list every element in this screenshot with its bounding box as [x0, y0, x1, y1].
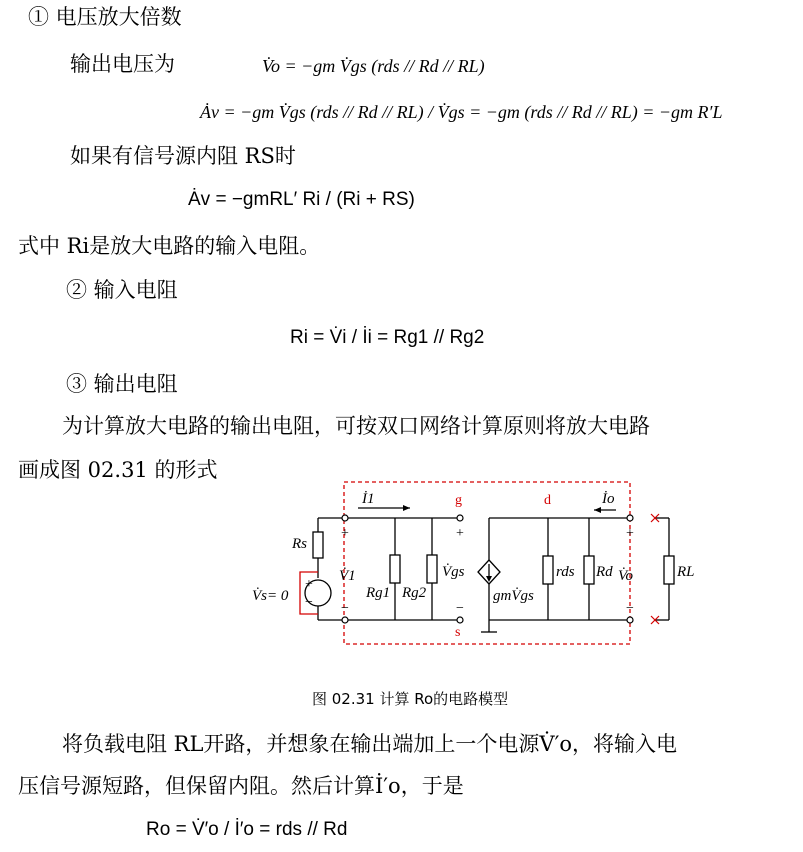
- label-g: g: [455, 493, 462, 508]
- label-io: İo: [602, 491, 615, 507]
- equation-ri: Ri = V̇i / İi = Rg1 // Rg2: [290, 327, 485, 348]
- paragraph-output-resistance-cont: 画成图 02.31 的形式: [18, 458, 218, 482]
- label-rl: RL: [677, 564, 695, 580]
- plus-input: +: [341, 526, 349, 541]
- plus-output: +: [626, 526, 634, 541]
- equation-vo: V̇o = −gm V̇gs (rds // Rd // RL): [262, 56, 485, 76]
- heading-output-resistance: ③ 输出电阻: [66, 372, 178, 396]
- figure-caption: 图 02.31 计算 Ro的电路模型: [312, 690, 509, 708]
- label-rds: rds: [556, 564, 575, 580]
- source-resistance-note: 如果有信号源内阻 RS时: [70, 144, 296, 168]
- plus-gate: +: [456, 526, 464, 541]
- paragraph-load-open: 将负载电阻 RL开路，并想象在输出端加上一个电源V̇′o，将输入电: [62, 732, 678, 756]
- label-rg1: Rg1: [366, 585, 391, 601]
- minus-gate: −: [456, 601, 464, 616]
- minus-output: −: [626, 601, 634, 616]
- equation-ro: Ro = V̇′o / İ′o = rds // Rd: [146, 819, 348, 840]
- label-rd: Rd: [596, 564, 613, 580]
- equation-avs: Ȧv = −gmRL′ Ri / (Ri + RS): [188, 189, 415, 210]
- minus-source: −: [305, 595, 313, 610]
- label-vs: V̇s= 0: [252, 588, 289, 604]
- paragraph-output-resistance: 为计算放大电路的输出电阻，可按双口网络计算原则将放大电路: [62, 414, 650, 438]
- paragraph-load-open-cont: 压信号源短路，但保留内阻。然后计算İ′o，于是: [18, 774, 464, 798]
- output-voltage-label: 输出电压为: [70, 52, 175, 76]
- label-vgs: V̇gs: [442, 564, 465, 580]
- minus-input: −: [341, 601, 349, 616]
- equation-av: Ȧv = −gm V̇gs (rds // Rd // RL) / V̇gs = −gm (rds // Rd // RL) = −gm R′L: [200, 102, 723, 122]
- label-d: d: [544, 493, 551, 508]
- label-s: s: [455, 625, 461, 640]
- label-gmvgs: gmV̇gs: [493, 588, 534, 604]
- label-vo: V̇o: [618, 568, 633, 584]
- plus-source: +: [305, 577, 313, 592]
- label-rg2: Rg2: [402, 585, 427, 601]
- input-resistance-note: 式中 Ri是放大电路的输入电阻。: [18, 234, 321, 258]
- label-rs: Rs: [292, 536, 307, 552]
- heading-input-resistance: ② 输入电阻: [66, 278, 178, 302]
- label-ii: İ1: [362, 491, 375, 507]
- label-vi: V̇1: [339, 568, 356, 584]
- heading-voltage-gain: ① 电压放大倍数: [28, 5, 182, 29]
